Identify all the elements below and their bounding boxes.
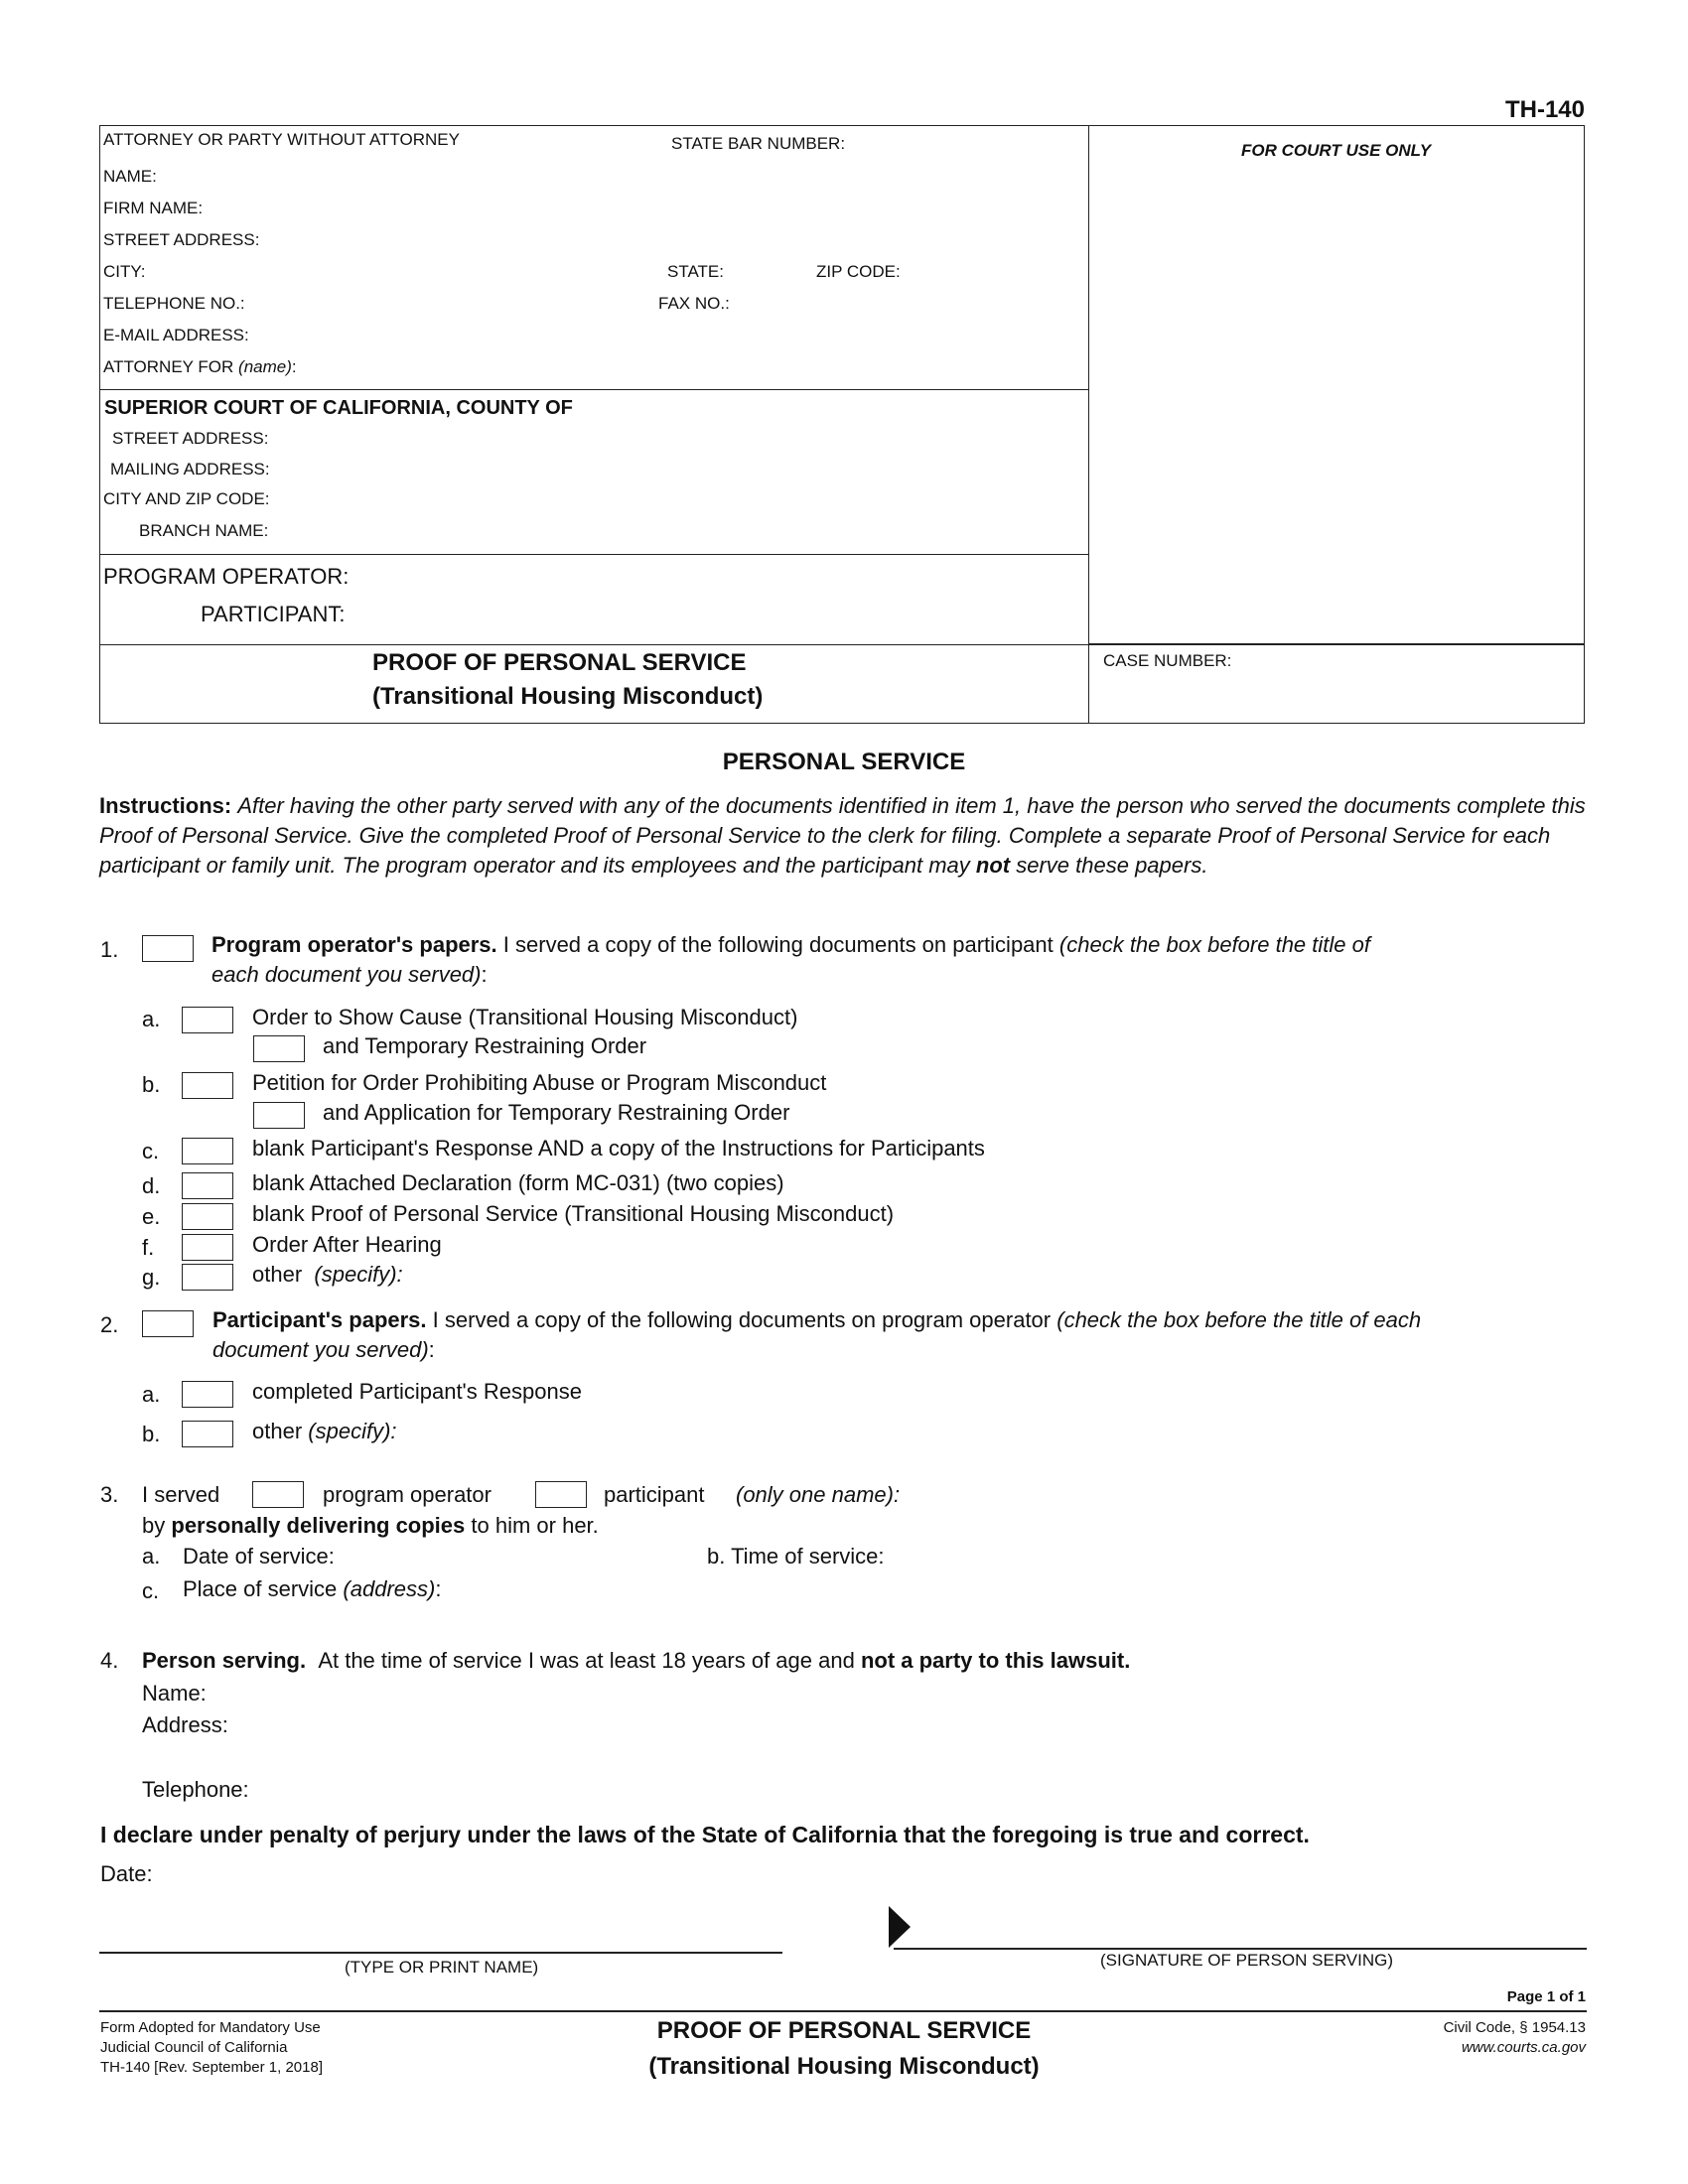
- form-number: TH-140: [1504, 96, 1585, 123]
- section-title: PERSONAL SERVICE: [722, 749, 966, 775]
- item1b-text: Petition for Order Prohibiting Abuse or Program Misconduct: [252, 1070, 827, 1095]
- item1g-text: other (specify):: [252, 1262, 403, 1287]
- name-label: NAME:: [103, 167, 157, 186]
- court-cityzip-label: CITY AND ZIP CODE:: [103, 489, 270, 508]
- print-name-label: (TYPE OR PRINT NAME): [345, 1958, 539, 1977]
- footer-website[interactable]: www.courts.ca.gov: [1461, 2039, 1586, 2056]
- item1d-checkbox[interactable]: [182, 1172, 233, 1199]
- item2b-letter: b.: [142, 1422, 161, 1446]
- server-telephone-label: Telephone:: [142, 1777, 249, 1802]
- attorney-box: [99, 125, 1089, 390]
- item1a-tro-text: and Temporary Restraining Order: [323, 1033, 647, 1058]
- participant-label: PARTICIPANT:: [201, 602, 346, 626]
- telephone-label: TELEPHONE NO.:: [103, 294, 245, 313]
- time-of-service-label: b. Time of service:: [707, 1544, 885, 1569]
- footer-title-line1: PROOF OF PERSONAL SERVICE: [656, 2017, 1032, 2044]
- attorney-for-label: ATTORNEY FOR (name):: [103, 357, 297, 376]
- server-address-label: Address:: [142, 1712, 228, 1737]
- item3-participant-checkbox[interactable]: [535, 1481, 587, 1508]
- item1g-letter: g.: [142, 1265, 161, 1290]
- item2b-text: other (specify):: [252, 1419, 397, 1443]
- item1b-checkbox[interactable]: [182, 1072, 233, 1099]
- form-title-line2: (Transitional Housing Misconduct): [372, 683, 764, 710]
- item2a-text: completed Participant's Response: [252, 1379, 582, 1404]
- item3-a-letter: a.: [142, 1544, 161, 1569]
- footer-title-line2: (Transitional Housing Misconduct): [648, 2053, 1040, 2080]
- item3-hint: (only one name):: [736, 1482, 901, 1507]
- street-label: STREET ADDRESS:: [103, 230, 260, 249]
- item1f-checkbox[interactable]: [182, 1234, 233, 1261]
- item1-number: 1.: [100, 937, 119, 962]
- instructions: Instructions: After having the other party served with any of the documents identified in item 1, have the person who served the documents complete this Proof of Personal Service. Give the completed Proof of Personal Service to the clerk for filing. Complete a separate Proof of Personal Service for each participant or family unit. The program operator and its employees and the participant may not serve these papers.: [99, 793, 1586, 878]
- court-branch-label: BRANCH NAME:: [139, 521, 269, 540]
- state-bar-label: STATE BAR NUMBER:: [671, 134, 846, 153]
- program-operator-label: PROGRAM OPERATOR:: [103, 564, 350, 589]
- item3-number: 3.: [100, 1482, 119, 1507]
- item1f-letter: f.: [142, 1235, 155, 1260]
- city-label: CITY:: [103, 262, 146, 281]
- firm-label: FIRM NAME:: [103, 199, 204, 217]
- item4-text: Person serving. At the time of service I was at least 18 years of age and not a party to this lawsuit.: [142, 1648, 1131, 1673]
- email-label: E-MAIL ADDRESS:: [103, 326, 249, 344]
- item1a-text: Order to Show Cause (Transitional Housing Misconduct): [252, 1005, 798, 1029]
- footer-council: Judicial Council of California: [100, 2039, 288, 2056]
- item2a-checkbox[interactable]: [182, 1381, 233, 1408]
- date-label: Date:: [100, 1861, 153, 1886]
- item1-text: Program operator's papers. I served a copy of the following documents on participant (check the box before the title of each document you served):: [211, 932, 1370, 987]
- case-number-label: CASE NUMBER:: [1103, 651, 1232, 670]
- signature-arrow-icon: [887, 1904, 913, 1950]
- date-of-service-label: Date of service:: [183, 1544, 335, 1569]
- footer-rule: [99, 2010, 1587, 2012]
- fax-label: FAX NO.:: [658, 294, 730, 313]
- item2-checkbox[interactable]: [142, 1310, 194, 1337]
- state-label: STATE:: [667, 262, 724, 281]
- declaration: I declare under penalty of perjury under the laws of the State of California that the foregoing is true and correct.: [100, 1822, 1310, 1847]
- item1e-letter: e.: [142, 1204, 161, 1229]
- item2a-letter: a.: [142, 1382, 161, 1407]
- item1e-checkbox[interactable]: [182, 1203, 233, 1230]
- page-number: Page 1 of 1: [1506, 1988, 1586, 2005]
- footer-civil-code: Civil Code, § 1954.13: [1443, 2019, 1586, 2036]
- print-name-line[interactable]: [99, 1952, 782, 1954]
- item1g-checkbox[interactable]: [182, 1264, 233, 1291]
- signature-label: (SIGNATURE OF PERSON SERVING): [1100, 1951, 1394, 1970]
- item4-number: 4.: [100, 1648, 119, 1673]
- item1-checkbox[interactable]: [142, 935, 194, 962]
- item3-participant-label: participant: [604, 1482, 705, 1507]
- item3-program-operator-label: program operator: [323, 1482, 492, 1507]
- zip-label: ZIP CODE:: [816, 262, 901, 281]
- signature-line[interactable]: [894, 1948, 1587, 1950]
- item3-delivery: by personally delivering copies to him or her.: [142, 1513, 599, 1538]
- item1a-tro-checkbox[interactable]: [253, 1035, 305, 1062]
- item1b-tro-checkbox[interactable]: [253, 1102, 305, 1129]
- item1a-letter: a.: [142, 1007, 161, 1031]
- footer-adopted: Form Adopted for Mandatory Use: [100, 2019, 321, 2036]
- item1f-text: Order After Hearing: [252, 1232, 442, 1257]
- footer-revision: TH-140 [Rev. September 1, 2018]: [100, 2059, 324, 2076]
- item1d-text: blank Attached Declaration (form MC-031) (two copies): [252, 1170, 784, 1195]
- item2-text: Participant's papers. I served a copy of the following documents on program operator (check the box before the title of each document you served):: [212, 1307, 1422, 1362]
- court-use-label: FOR COURT USE ONLY: [1241, 141, 1432, 160]
- court-use-box: [1088, 125, 1585, 644]
- court-street-label: STREET ADDRESS:: [112, 429, 269, 448]
- server-name-label: Name:: [142, 1681, 207, 1706]
- item3-c-letter: c.: [142, 1578, 160, 1603]
- place-of-service-label: Place of service (address):: [183, 1576, 442, 1601]
- item1c-letter: c.: [142, 1139, 160, 1163]
- item1c-text: blank Participant's Response AND a copy of the Instructions for Participants: [252, 1136, 985, 1160]
- form-title-line1: PROOF OF PERSONAL SERVICE: [372, 649, 747, 676]
- court-title: SUPERIOR COURT OF CALIFORNIA, COUNTY OF: [104, 397, 573, 419]
- item3-served: I served: [142, 1482, 220, 1507]
- item1a-checkbox[interactable]: [182, 1007, 233, 1033]
- item2-number: 2.: [100, 1312, 119, 1337]
- item1b-tro-text: and Application for Temporary Restraining Order: [323, 1100, 790, 1125]
- item2b-checkbox[interactable]: [182, 1421, 233, 1447]
- court-mailing-label: MAILING ADDRESS:: [110, 460, 270, 478]
- item1e-text: blank Proof of Personal Service (Transitional Housing Misconduct): [252, 1201, 895, 1226]
- item1c-checkbox[interactable]: [182, 1138, 233, 1164]
- item1d-letter: d.: [142, 1173, 161, 1198]
- attorney-label: ATTORNEY OR PARTY WITHOUT ATTORNEY: [103, 130, 460, 149]
- item1b-letter: b.: [142, 1072, 161, 1097]
- item3-program-operator-checkbox[interactable]: [252, 1481, 304, 1508]
